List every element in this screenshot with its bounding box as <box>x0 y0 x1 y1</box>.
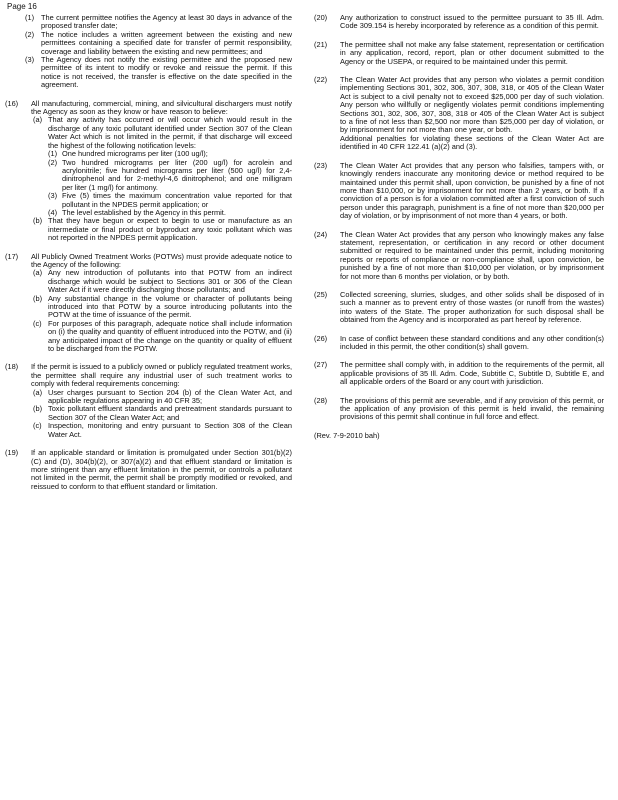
condition-25 <box>314 291 604 325</box>
condition-number: (22) <box>314 75 328 85</box>
condition-number: (23) <box>314 160 328 170</box>
condition-text: In case of conflict between these standard conditions and any other condition(s) included in this permit, the other condition(s) shall govern. <box>340 333 604 351</box>
condition-text: The Clean Water Act provides that any person who falsifies, tampers with, or knowingly renders inaccurate any monitoring device or method required to be maintained under this permit shall, upon conviction, be punished by a fine of not more than $10,000, or by imprisonment for not more than 2 years, or both. If a conviction of a person is for a violation committed after a first conviction of such person under this paragraph, punishment is a fine of not more than $20,000 per day of violation, or by imprisonment of not more than 4 years, or both. <box>340 160 604 221</box>
condition-number: (27) <box>314 360 328 370</box>
list-item: (b) Toxic pollutant effluent standards and pretreatment standards pursuant to Section 307 of the Clean Water Act; and <box>33 404 292 422</box>
list-item: (c) For purposes of this paragraph, adequate notice shall include information on (i) the quality and quantity of effluent introduced into the POTW, and (ii) any anticipated impact of the change on the quantity or quality of effluent to be discharged from the POTW. <box>33 318 292 354</box>
list-item: (a) That any activity has occurred or will occur which would result in the discharge of any toxic pollutant identified under Section 307 of the Clean Water Act which is not limited in the permit, if that discharge will exceed the highest of the following notification levels: (1) One hundred micrograms per liter (100 ug/l); (2) Two hundred micrograms per liter (200 ug/l) for acrolein and acrylonitrile; five hundred micrograms per liter (500 ug/l) for 2,4-dinitrophenol and for 2-methyl-4,6 dinitrophenol; and one milligram per liter (1 mg/l) for antimony. (3) Five (5) times the maximum concentration value reported for that pollutant in the NPDES permit application; or (4) The level established by the Agency in this permit. <box>33 115 292 217</box>
condition-text: Collected screening, slurries, sludges, and other solids shall be disposed of in such a manner as to prevent entry of those wastes (or runoff from the wastes) into waters of the State. The proper authorization for such disposal shall be obtained from the Agency and is incorporated as part hereof by reference. <box>340 289 604 325</box>
page-number: Page 16 <box>7 2 37 11</box>
list-item: (1) The current permittee notifies the Agency at least 30 days in advance of the proposed transfer date; <box>25 13 292 31</box>
condition-number: (25) <box>314 289 328 299</box>
condition-22 <box>314 76 604 152</box>
condition-text: The Clean Water Act provides that any person who violates a permit condition implementing Sections 301, 302, 306, 307, 308, 318, or 405 of the Clean Water Act is subject to a civil penalty not to exceed $25,000 per day of such violation. Any person who willfully or negligently violates permit conditions implementing Sections 301, 302, 306, 307, 308, 318 or 405 of the Clean Water Act is subject to a fine of not less than $2,500 nor more than $25,000 per day of violation, or by imprisonment for not more than one year, or both. <box>340 75 604 135</box>
list-item: (2) Two hundred micrograms per liter (200 ug/l) for acrolein and acrylonitrile; five hundred micrograms per liter (500 ug/l) for 2,4-dinitrophenol and for 2-methyl-4,6 dinitrophenol; and one milligram per liter (1 mg/l) for antimony. <box>48 157 292 192</box>
list-item: (4) The level established by the Agency in this permit. <box>48 207 226 217</box>
condition-24 <box>314 231 604 281</box>
condition-text: If an applicable standard or limitation is promulgated under Section 301(b)(2)(C) and (D), 304(b)(2), or 307(a)(2) and that effluent standard or limitation is more stringent than any effluent limitation in the permit, or controls a pollutant not limited in the permit, the permit shall be promptly modified or revoked, and reissued to conform to that effluent standard or limitation. <box>31 448 292 491</box>
list-item: (3) Five (5) times the maximum concentration value reported for that pollutant in the NPDES permit application; or <box>48 191 292 209</box>
revision-note: (Rev. 7-9-2010 bah) <box>314 430 380 440</box>
condition-23 <box>314 162 604 221</box>
condition-26 <box>314 335 604 352</box>
condition-19 <box>5 449 292 491</box>
right-column <box>314 14 604 440</box>
condition-number: (24) <box>314 229 328 239</box>
condition-number: (26) <box>314 333 328 343</box>
condition-number: (16) <box>5 98 19 108</box>
condition-number: (21) <box>314 39 328 49</box>
list-item: (c) Inspection, monitoring and entry pursuant to Section 308 of the Clean Water Act. <box>33 421 292 439</box>
condition-20 <box>314 14 604 31</box>
list-item: (a) Any new introduction of pollutants into that POTW from an indirect discharge which would be subject to Sections 301 or 306 of the Clean Water Act if it were directly discharging those pollutants; and <box>33 268 292 295</box>
list-item: (b) That they have begun or expect to begin to use or manufacture as an intermediate or final product or byproduct any toxic pollutant which was not reported in the NPDES permit application. <box>33 216 292 243</box>
condition-number: (28) <box>314 395 328 405</box>
left-column <box>5 14 292 501</box>
list-item: (1) One hundred micrograms per liter (100 ug/l); <box>48 149 208 159</box>
condition-21 <box>314 41 604 66</box>
condition-text: If the permit is issued to a publicly owned or publicly regulated treatment works, the permittee shall require any industrial user of such treatment works to comply with federal requirements concerning: <box>31 362 292 389</box>
condition-16 <box>5 100 292 243</box>
condition-number: (19) <box>5 448 19 458</box>
list-item: (b) Any substantial change in the volume or character of pollutants being introduced into that POTW by a source introducing pollutants into the POTW at the time of issuance of the permit. <box>33 293 292 320</box>
condition-text: The permittee shall not make any false statement, representation or certification in any application, record, report, plan or other document submitted to the Agency or the USEPA, or required to be maintained under this permit. <box>340 39 604 66</box>
list-item: (2) The notice includes a written agreement between the existing and new permittees containing a specified date for transfer of permit responsibility, coverage and liability between the existing and new permittees; and <box>25 29 292 56</box>
condition-17 <box>5 253 292 354</box>
condition-text: The permittee shall comply with, in addition to the requirements of the permit, all applicable provisions of 35 Ill. Adm. Code, Subtitle C, Subtitle D, Subtitle E, and all applicable orders of the Board or any court with jurisdiction. <box>340 360 604 387</box>
list-item: (3) The Agency does not notify the existing permittee and the proposed new permittee of its intent to modify or revoke and reissue the permit. If this notice is not received, the transfer is effective on the date specified in the agreement. <box>25 55 292 90</box>
condition-text: The provisions of this permit are severable, and if any provision of this permit, or the application of any provision of this permit is held invalid, the remaining provisions of this permit shall continue in full force and effect. <box>340 395 604 422</box>
condition-text: All Publicly Owned Treatment Works (POTWs) must provide adequate notice to the Agency of the following: <box>31 251 292 269</box>
condition-18 <box>5 363 292 439</box>
condition-28 <box>314 397 604 422</box>
condition-number: (17) <box>5 251 19 261</box>
condition-text: The Clean Water Act provides that any person who knowingly makes any false statement, representation, or certification in any record or other document submitted or required to be maintained under this permit, including monitoring reports or reports of compliance or non-compliance shall, upon conviction, be punished by a fine of not more than $10,000 per violation, or by imprisonment for not more than 6 months per violation, or by both. <box>340 229 604 281</box>
condition-text: Any authorization to construct issued to the permittee pursuant to 35 Ill. Adm. Code 309.154 is hereby incorporated by reference as a condition of this permit. <box>340 13 604 31</box>
condition-number: (20) <box>314 13 328 22</box>
transfer-conditions <box>5 14 292 90</box>
condition-text: Additional penalties for violating these sections of the Clean Water Act are identified in 40 CFR 122.41 (a)(2) and (3). <box>340 133 604 152</box>
list-item: (a) User charges pursuant to Section 204 (b) of the Clean Water Act, and applicable regulations appearing in 40 CFR 35; <box>33 387 292 406</box>
condition-27 <box>314 361 604 386</box>
condition-text: All manufacturing, commercial, mining, and silvicultural dischargers must notify the Agency as soon as they know or have reason to believe: <box>31 98 292 117</box>
condition-number: (18) <box>5 362 19 372</box>
